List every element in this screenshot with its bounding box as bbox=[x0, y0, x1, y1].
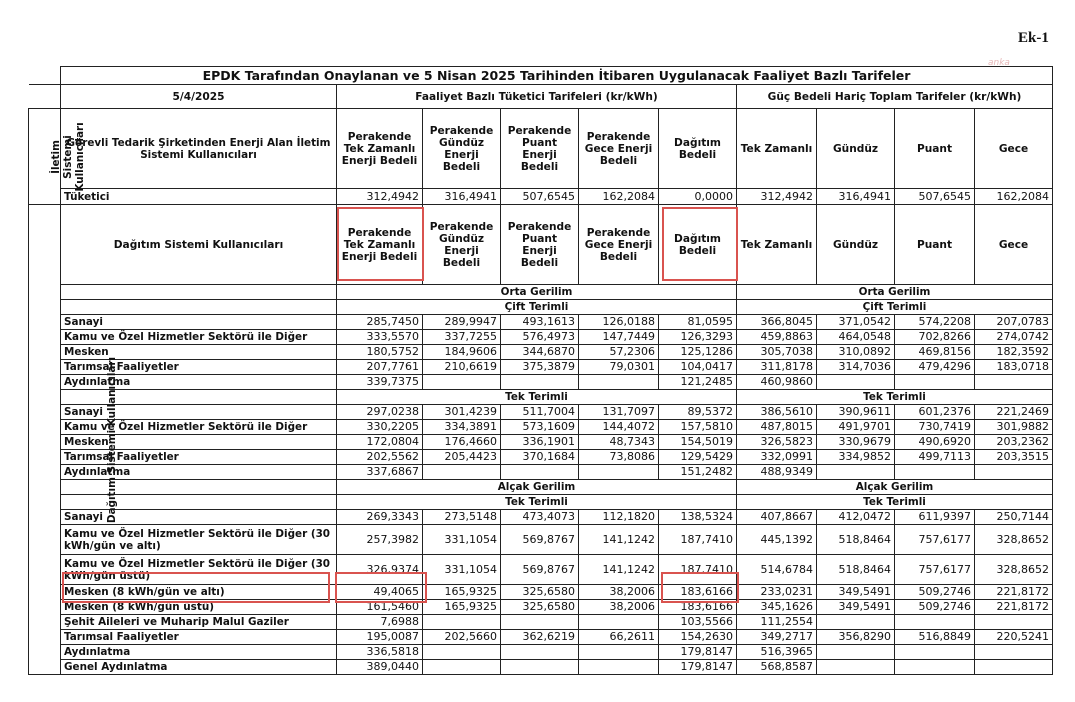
cell bbox=[975, 375, 1053, 390]
col-header-total-gece: Gece bbox=[975, 205, 1053, 285]
cell: 412,0472 bbox=[817, 510, 895, 525]
table-row bbox=[29, 645, 1053, 660]
cell: 702,8266 bbox=[895, 330, 975, 345]
consumer-tariffs-header: Faaliyet Bazlı Tüketici Tarifeleri (kr/kWh) bbox=[337, 85, 737, 109]
row-label: Tarımsal Faaliyetler bbox=[61, 450, 337, 465]
cell: 330,9679 bbox=[817, 435, 895, 450]
row-label-spacer bbox=[61, 390, 337, 405]
col-header-total-puant: Puant bbox=[895, 109, 975, 189]
row-label: Aydınlatma bbox=[61, 375, 337, 390]
row-label: Aydınlatma bbox=[61, 465, 337, 480]
cell: 205,4423 bbox=[423, 450, 501, 465]
cell: 349,5491 bbox=[817, 585, 895, 600]
row-label-spacer bbox=[61, 480, 337, 495]
row-label: Tarımsal Faaliyetler bbox=[61, 360, 337, 375]
table-row bbox=[29, 420, 1053, 435]
cell bbox=[579, 660, 659, 675]
section-title: Tek Terimli bbox=[337, 495, 737, 510]
col-header-tek-zamanli-enerji: Perakende Tek Zamanlı Enerji Bedeli bbox=[337, 205, 423, 285]
cell: 207,0783 bbox=[975, 315, 1053, 330]
cell: 301,4239 bbox=[423, 405, 501, 420]
cell bbox=[975, 465, 1053, 480]
cell bbox=[975, 645, 1053, 660]
cell: 162,2084 bbox=[579, 189, 659, 205]
section-cift-terimli bbox=[29, 300, 1053, 315]
cell: 151,2482 bbox=[659, 465, 737, 480]
cell: 141,1242 bbox=[579, 525, 659, 555]
cell: 386,5610 bbox=[737, 405, 817, 420]
cell: 131,7097 bbox=[579, 405, 659, 420]
cell bbox=[817, 660, 895, 675]
row-label: Aydınlatma bbox=[61, 645, 337, 660]
cell: 104,0417 bbox=[659, 360, 737, 375]
row-label: Kamu ve Özel Hizmetler Sektörü ile Diğer (30 kWh/gün üstü) bbox=[61, 555, 337, 585]
cell: 339,7375 bbox=[337, 375, 423, 390]
cell: 141,1242 bbox=[579, 555, 659, 585]
cell: 162,2084 bbox=[975, 189, 1053, 205]
cell: 336,5818 bbox=[337, 645, 423, 660]
section-title: Çift Terimli bbox=[737, 300, 1053, 315]
col-header-puant-enerji: Perakende Puant Enerji Bedeli bbox=[501, 109, 579, 189]
cell: 297,0238 bbox=[337, 405, 423, 420]
cell: 371,0542 bbox=[817, 315, 895, 330]
row-label: Kamu ve Özel Hizmetler Sektörü ile Diğer (30 kWh/gün ve altı) bbox=[61, 525, 337, 555]
cell: 66,2611 bbox=[579, 630, 659, 645]
cell: 202,5562 bbox=[337, 450, 423, 465]
cell bbox=[817, 615, 895, 630]
cell: 499,7113 bbox=[895, 450, 975, 465]
cell: 89,5372 bbox=[659, 405, 737, 420]
row-label: Tarımsal Faaliyetler bbox=[61, 630, 337, 645]
cell: 730,7419 bbox=[895, 420, 975, 435]
cell: 172,0804 bbox=[337, 435, 423, 450]
cell: 337,6867 bbox=[337, 465, 423, 480]
cell: 38,2006 bbox=[579, 600, 659, 615]
cell: 203,3515 bbox=[975, 450, 1053, 465]
date-header: 5/4/2025 bbox=[61, 85, 337, 109]
table-row bbox=[29, 525, 1053, 555]
row-label: Mesken (8 kWh/gün üstü) bbox=[61, 600, 337, 615]
section-title: Tek Terimli bbox=[737, 390, 1053, 405]
cell: 49,4065 bbox=[337, 585, 423, 600]
cell: 493,1613 bbox=[501, 315, 579, 330]
row-label-spacer bbox=[61, 495, 337, 510]
cell: 182,3592 bbox=[975, 345, 1053, 360]
cell bbox=[817, 645, 895, 660]
cell: 569,8767 bbox=[501, 555, 579, 585]
cell: 507,6545 bbox=[501, 189, 579, 205]
col-header-total-tek-zamanli: Tek Zamanlı bbox=[737, 205, 817, 285]
table-row bbox=[29, 345, 1053, 360]
cell: 574,2208 bbox=[895, 315, 975, 330]
dagitim-side-label: Dağıtım Sistemi Kullanıcıları bbox=[29, 205, 61, 675]
cell bbox=[423, 375, 501, 390]
cell: 81,0595 bbox=[659, 315, 737, 330]
cell bbox=[817, 375, 895, 390]
cell: 250,7144 bbox=[975, 510, 1053, 525]
dagitim-users-header: Dağıtım Sistemi Kullanıcıları bbox=[61, 205, 337, 285]
cell bbox=[817, 465, 895, 480]
cell: 57,2306 bbox=[579, 345, 659, 360]
cell: 221,8172 bbox=[975, 585, 1053, 600]
cell: 356,8290 bbox=[817, 630, 895, 645]
table-row bbox=[29, 360, 1053, 375]
cell: 165,9325 bbox=[423, 600, 501, 615]
cell bbox=[423, 645, 501, 660]
cell bbox=[895, 660, 975, 675]
table-row bbox=[29, 660, 1053, 675]
row-label: Genel Aydınlatma bbox=[61, 660, 337, 675]
cell: 407,8667 bbox=[737, 510, 817, 525]
cell: 362,6219 bbox=[501, 630, 579, 645]
cell: 221,2469 bbox=[975, 405, 1053, 420]
cell: 518,8464 bbox=[817, 555, 895, 585]
cell: 366,8045 bbox=[737, 315, 817, 330]
cell: 138,5324 bbox=[659, 510, 737, 525]
cell: 154,2630 bbox=[659, 630, 737, 645]
cell: 349,2717 bbox=[737, 630, 817, 645]
table-row bbox=[29, 315, 1053, 330]
cell: 312,4942 bbox=[337, 189, 423, 205]
table-row bbox=[29, 405, 1053, 420]
cell: 179,8147 bbox=[659, 645, 737, 660]
cell: 514,6784 bbox=[737, 555, 817, 585]
cell: 301,9882 bbox=[975, 420, 1053, 435]
table-row bbox=[29, 465, 1053, 480]
cell: 176,4660 bbox=[423, 435, 501, 450]
cell: 274,0742 bbox=[975, 330, 1053, 345]
cell: 334,9852 bbox=[817, 450, 895, 465]
cell: 207,7761 bbox=[337, 360, 423, 375]
cell: 330,2205 bbox=[337, 420, 423, 435]
cell: 757,6177 bbox=[895, 525, 975, 555]
cell bbox=[895, 465, 975, 480]
cell: 38,2006 bbox=[579, 585, 659, 600]
cell: 126,0188 bbox=[579, 315, 659, 330]
section-title: Orta Gerilim bbox=[337, 285, 737, 300]
cell: 161,5460 bbox=[337, 600, 423, 615]
col-header-tek-zamanli-enerji: Perakende Tek Zamanlı Enerji Bedeli bbox=[337, 109, 423, 189]
row-label: Mesken (8 kWh/gün ve altı) bbox=[61, 585, 337, 600]
section-title: Tek Terimli bbox=[737, 495, 1053, 510]
col-header-gunduz-enerji: Perakende Gündüz Enerji Bedeli bbox=[423, 205, 501, 285]
cell: 202,5660 bbox=[423, 630, 501, 645]
cell: 180,5752 bbox=[337, 345, 423, 360]
cell: 445,1392 bbox=[737, 525, 817, 555]
section-orta-gerilim bbox=[29, 285, 1053, 300]
cell: 0,0000 bbox=[659, 189, 737, 205]
cell: 221,8172 bbox=[975, 600, 1053, 615]
row-label: Tüketici bbox=[61, 189, 337, 205]
col-header-gece-enerji: Perakende Gece Enerji Bedeli bbox=[579, 109, 659, 189]
cell: 509,2746 bbox=[895, 600, 975, 615]
table-row bbox=[29, 330, 1053, 345]
cell bbox=[579, 615, 659, 630]
cell: 490,6920 bbox=[895, 435, 975, 450]
cell: 311,8178 bbox=[737, 360, 817, 375]
cell: 375,3879 bbox=[501, 360, 579, 375]
cell: 345,1626 bbox=[737, 600, 817, 615]
cell: 516,8849 bbox=[895, 630, 975, 645]
cell: 491,9701 bbox=[817, 420, 895, 435]
table-row bbox=[29, 615, 1053, 630]
col-header-total-gunduz: Gündüz bbox=[817, 205, 895, 285]
col-header-puant-enerji: Perakende Puant Enerji Bedeli bbox=[501, 205, 579, 285]
col-header-dagitim-bedeli: Dağıtım Bedeli bbox=[659, 109, 737, 189]
section-title: Çift Terimli bbox=[337, 300, 737, 315]
cell: 601,2376 bbox=[895, 405, 975, 420]
cell: 126,3293 bbox=[659, 330, 737, 345]
cell: 459,8863 bbox=[737, 330, 817, 345]
row-label: Mesken bbox=[61, 435, 337, 450]
row-label-spacer bbox=[61, 300, 337, 315]
section-alcak-gerilim bbox=[29, 480, 1053, 495]
table-row bbox=[29, 555, 1053, 585]
cell bbox=[579, 375, 659, 390]
cell: 349,5491 bbox=[817, 600, 895, 615]
cell: 312,4942 bbox=[737, 189, 817, 205]
table-row bbox=[29, 600, 1053, 615]
cell: 344,6870 bbox=[501, 345, 579, 360]
total-tariffs-header: Güç Bedeli Hariç Toplam Tarifeler (kr/kWh) bbox=[737, 85, 1053, 109]
cell: 390,9611 bbox=[817, 405, 895, 420]
cell: 511,7004 bbox=[501, 405, 579, 420]
cell: 389,0440 bbox=[337, 660, 423, 675]
cell: 129,5429 bbox=[659, 450, 737, 465]
cell: 576,4973 bbox=[501, 330, 579, 345]
cell: 509,2746 bbox=[895, 585, 975, 600]
cell: 473,4073 bbox=[501, 510, 579, 525]
section-title: Alçak Gerilim bbox=[337, 480, 737, 495]
cell bbox=[501, 375, 579, 390]
tariff-table bbox=[28, 66, 1053, 675]
cell: 305,7038 bbox=[737, 345, 817, 360]
cell: 573,1609 bbox=[501, 420, 579, 435]
cell: 569,8767 bbox=[501, 525, 579, 555]
cell: 220,5241 bbox=[975, 630, 1053, 645]
cell: 103,5566 bbox=[659, 615, 737, 630]
cell: 187,7410 bbox=[659, 525, 737, 555]
cell: 518,8464 bbox=[817, 525, 895, 555]
cell: 157,5810 bbox=[659, 420, 737, 435]
cell: 187,7410 bbox=[659, 555, 737, 585]
cell: 336,1901 bbox=[501, 435, 579, 450]
cell: 326,5823 bbox=[737, 435, 817, 450]
cell bbox=[501, 660, 579, 675]
cell bbox=[895, 645, 975, 660]
table-row bbox=[29, 510, 1053, 525]
cell: 316,4941 bbox=[817, 189, 895, 205]
cell: 203,2362 bbox=[975, 435, 1053, 450]
cell: 195,0087 bbox=[337, 630, 423, 645]
col-header-total-gunduz: Gündüz bbox=[817, 109, 895, 189]
cell bbox=[975, 615, 1053, 630]
cell: 79,0301 bbox=[579, 360, 659, 375]
cell: 326,9374 bbox=[337, 555, 423, 585]
cell: 48,7343 bbox=[579, 435, 659, 450]
cell: 183,6166 bbox=[659, 585, 737, 600]
cell: 144,4072 bbox=[579, 420, 659, 435]
cell bbox=[423, 615, 501, 630]
cell: 210,6619 bbox=[423, 360, 501, 375]
cell: 121,2485 bbox=[659, 375, 737, 390]
cell: 516,3965 bbox=[737, 645, 817, 660]
cell: 184,9606 bbox=[423, 345, 501, 360]
cell: 464,0548 bbox=[817, 330, 895, 345]
cell: 165,9325 bbox=[423, 585, 501, 600]
cell: 183,0718 bbox=[975, 360, 1053, 375]
cell: 289,9947 bbox=[423, 315, 501, 330]
cell: 757,6177 bbox=[895, 555, 975, 585]
row-label: Sanayi bbox=[61, 315, 337, 330]
annex-label: Ek-1 bbox=[1018, 30, 1049, 46]
iletim-side-label: İletim Sistemi Kullanıcıları bbox=[29, 109, 61, 205]
row-label: Sanayi bbox=[61, 510, 337, 525]
cell: 331,1054 bbox=[423, 555, 501, 585]
col-header-dagitim-bedeli: Dağıtım Bedeli bbox=[659, 205, 737, 285]
cell: 73,8086 bbox=[579, 450, 659, 465]
section-title: Tek Terimli bbox=[337, 390, 737, 405]
cell: 332,0991 bbox=[737, 450, 817, 465]
table-row bbox=[29, 435, 1053, 450]
row-label: Kamu ve Özel Hizmetler Sektörü ile Diğer bbox=[61, 330, 337, 345]
cell bbox=[501, 465, 579, 480]
cell: 179,8147 bbox=[659, 660, 737, 675]
iletim-users-header: Görevli Tedarik Şirketinden Enerji Alan İletim Sistemi Kullanıcıları bbox=[61, 109, 337, 189]
cell: 568,8587 bbox=[737, 660, 817, 675]
cell: 507,6545 bbox=[895, 189, 975, 205]
cell bbox=[423, 465, 501, 480]
tuketici-row bbox=[29, 189, 1053, 205]
section-tek-terimli bbox=[29, 390, 1053, 405]
cell: 233,0231 bbox=[737, 585, 817, 600]
cell: 269,3343 bbox=[337, 510, 423, 525]
section-title: Orta Gerilim bbox=[737, 285, 1053, 300]
cell: 334,3891 bbox=[423, 420, 501, 435]
cell: 328,8652 bbox=[975, 525, 1053, 555]
cell: 314,7036 bbox=[817, 360, 895, 375]
col-header-gece-enerji: Perakende Gece Enerji Bedeli bbox=[579, 205, 659, 285]
table-row bbox=[29, 630, 1053, 645]
cell: 325,6580 bbox=[501, 585, 579, 600]
cell: 370,1684 bbox=[501, 450, 579, 465]
cell bbox=[895, 615, 975, 630]
cell: 154,5019 bbox=[659, 435, 737, 450]
cell: 125,1286 bbox=[659, 345, 737, 360]
col-header-total-tek-zamanli: Tek Zamanlı bbox=[737, 109, 817, 189]
cell: 460,9860 bbox=[737, 375, 817, 390]
section-tek-terimli bbox=[29, 495, 1053, 510]
cell: 337,7255 bbox=[423, 330, 501, 345]
cell: 325,6580 bbox=[501, 600, 579, 615]
cell: 611,9397 bbox=[895, 510, 975, 525]
table-row bbox=[29, 375, 1053, 390]
cell: 469,8156 bbox=[895, 345, 975, 360]
row-label: Şehit Aileleri ve Muharip Malul Gaziler bbox=[61, 615, 337, 630]
cell bbox=[501, 615, 579, 630]
cell: 479,4296 bbox=[895, 360, 975, 375]
cell: 331,1054 bbox=[423, 525, 501, 555]
col-header-total-puant: Puant bbox=[895, 205, 975, 285]
section-title: Alçak Gerilim bbox=[737, 480, 1053, 495]
col-header-gunduz-enerji: Perakende Gündüz Enerji Bedeli bbox=[423, 109, 501, 189]
cell: 310,0892 bbox=[817, 345, 895, 360]
cell: 183,6166 bbox=[659, 600, 737, 615]
cell: 328,8652 bbox=[975, 555, 1053, 585]
cell: 7,6988 bbox=[337, 615, 423, 630]
cell: 488,9349 bbox=[737, 465, 817, 480]
cell bbox=[423, 660, 501, 675]
table-row bbox=[29, 450, 1053, 465]
col-header-total-gece: Gece bbox=[975, 109, 1053, 189]
watermark: anka bbox=[988, 58, 1010, 68]
row-label-spacer bbox=[61, 285, 337, 300]
cell: 333,5570 bbox=[337, 330, 423, 345]
row-label: Kamu ve Özel Hizmetler Sektörü ile Diğer bbox=[61, 420, 337, 435]
table-title: EPDK Tarafından Onaylanan ve 5 Nisan 2025 Tarihinden İtibaren Uygulanacak Faaliyet Bazlı Tarifeler bbox=[61, 67, 1053, 85]
row-label: Mesken bbox=[61, 345, 337, 360]
row-label: Sanayi bbox=[61, 405, 337, 420]
cell: 285,7450 bbox=[337, 315, 423, 330]
cell: 147,7449 bbox=[579, 330, 659, 345]
cell bbox=[579, 465, 659, 480]
cell: 257,3982 bbox=[337, 525, 423, 555]
cell bbox=[895, 375, 975, 390]
cell: 487,8015 bbox=[737, 420, 817, 435]
cell bbox=[579, 645, 659, 660]
cell bbox=[501, 645, 579, 660]
cell: 273,5148 bbox=[423, 510, 501, 525]
cell: 111,2554 bbox=[737, 615, 817, 630]
cell bbox=[975, 660, 1053, 675]
table-row bbox=[29, 585, 1053, 600]
cell: 316,4941 bbox=[423, 189, 501, 205]
cell: 112,1820 bbox=[579, 510, 659, 525]
